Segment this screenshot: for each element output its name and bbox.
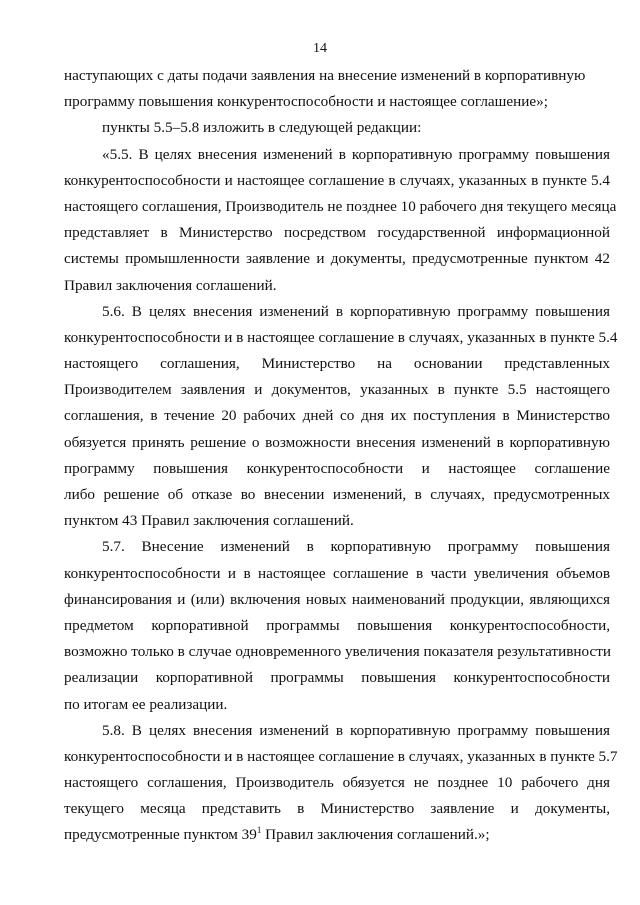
text-line: программу повышения конкурентоспособности и настоящее соглашение xyxy=(64,459,610,477)
page-number: 14 xyxy=(313,41,327,56)
text-line: настоящего соглашения, Производитель не позднее 10 рабочего дня текущего месяца xyxy=(64,197,617,215)
text-fragment: Правил заключения соглашений.»; xyxy=(261,826,490,844)
text-line: конкурентоспособности и в настоящее соглашение в части увеличения объемов xyxy=(64,564,610,582)
text-line: конкурентоспособности и в настоящее соглашение в случаях, указанных в пункте 5.7 xyxy=(64,747,618,765)
text-line: по итогам ее реализации. xyxy=(64,695,228,713)
text-line: конкурентоспособности и настоящее соглашение в случаях, указанных в пункте 5.4 xyxy=(64,171,610,189)
text-line: Производителем заявления и документов, указанных в пункте 5.5 настоящего xyxy=(64,381,610,399)
text-line: представляет в Министерство посредством государственной информационной xyxy=(64,224,610,242)
text-line: конкурентоспособности и в настоящее соглашение в случаях, указанных в пункте 5.4 xyxy=(64,328,618,346)
text-line: соглашения, в течение 20 рабочих дней со дня их поступления в Министерство xyxy=(64,407,610,425)
text-line: настоящего соглашения, Производитель обязуется не позднее 10 рабочего дня xyxy=(64,774,610,792)
document-body xyxy=(64,63,618,849)
paragraph-5-7-start: 5.7. Внесение изменений в корпоративную программу повышения xyxy=(102,538,610,556)
paragraph-5-8-start: 5.8. В целях внесения изменений в корпоративную программу повышения xyxy=(102,721,610,739)
text-line: текущего месяца представить в Министерство заявление и документы, xyxy=(64,800,610,818)
text-line xyxy=(64,822,610,848)
text-line: пунктом 43 Правил заключения соглашений. xyxy=(64,512,354,530)
text-line: возможно только в случае одновременного увеличения показателя результативности xyxy=(64,643,611,661)
paragraph-5-5-start: «5.5. В целях внесения изменений в корпоративную программу повышения xyxy=(102,145,610,163)
text-line: системы промышленности заявление и документы, предусмотренные пунктом 42 xyxy=(64,250,610,268)
superscript: 1 xyxy=(256,825,262,836)
text-line: наступающих с даты подачи заявления на внесение изменений в корпоративную xyxy=(64,67,586,84)
text-line: финансирования и (или) включения новых наименований продукции, являющихся xyxy=(64,590,610,608)
text-fragment: предусмотренные пунктом 39 xyxy=(64,826,257,844)
text-line: Правил заключения соглашений. xyxy=(64,276,277,294)
text-line: обязуется принять решение о возможности внесения изменений в корпоративную xyxy=(64,433,610,451)
text-line: настоящего соглашения, Министерство на основании представленных xyxy=(64,355,610,373)
text-line: программу повышения конкурентоспособности и настоящее соглашение»; xyxy=(64,93,548,111)
paragraph-5-6-start: 5.6. В целях внесения изменений в корпоративную программу повышения xyxy=(102,302,610,320)
text-line: реализации корпоративной программы повышения конкурентоспособности xyxy=(64,669,610,687)
text-line: предметом корпоративной программы повышения конкурентоспособности, xyxy=(64,616,610,634)
text-line: либо решение об отказе во внесении изменений, в случаях, предусмотренных xyxy=(64,486,610,503)
text-line: пункты 5.5–5.8 изложить в следующей редакции: xyxy=(102,119,422,137)
